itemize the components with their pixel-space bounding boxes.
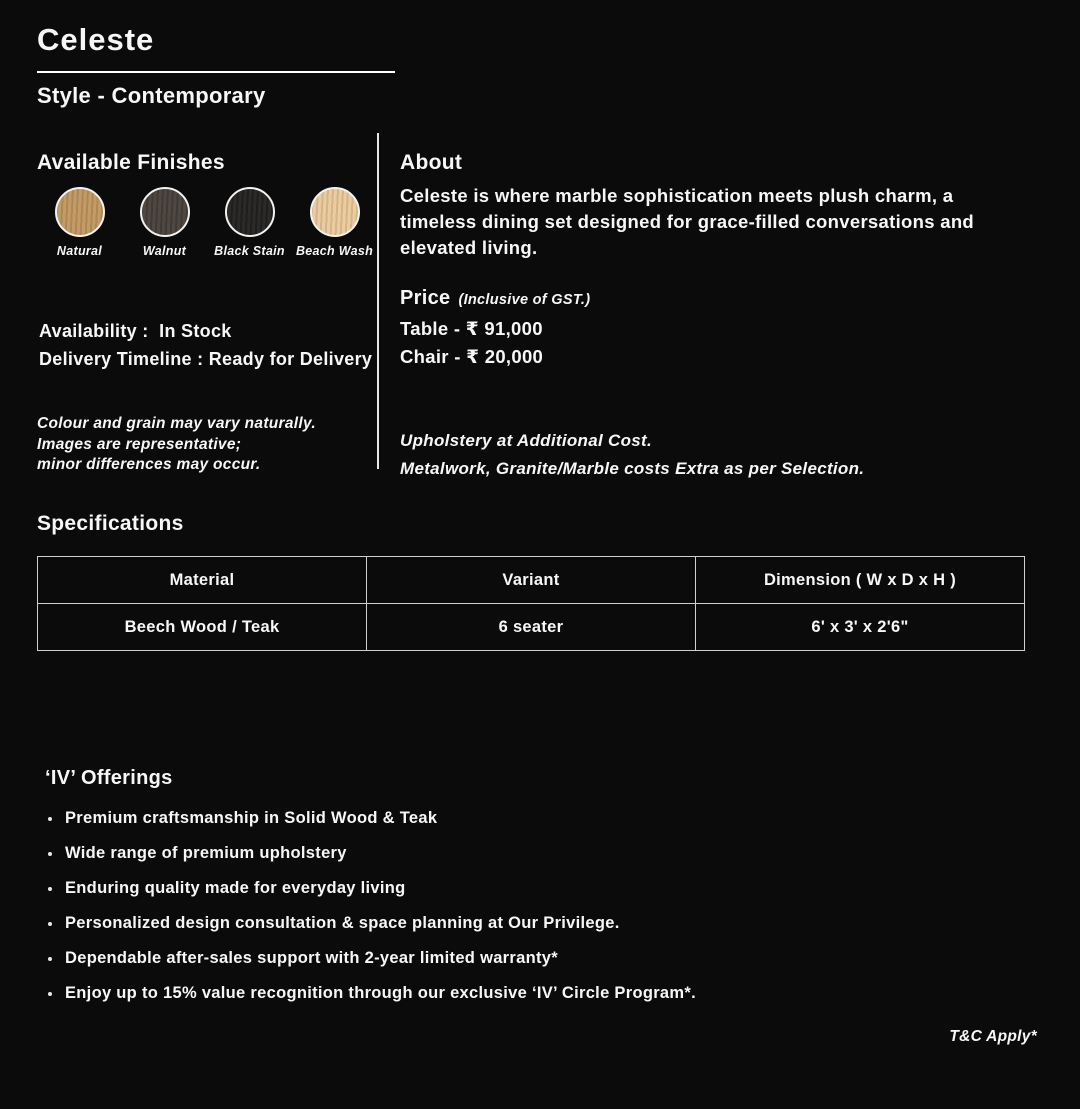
availability-block	[39, 317, 372, 373]
offering-text: Enjoy up to 15% value recognition through our exclusive ‘IV’ Circle Program*.	[65, 984, 696, 1002]
about-description: Celeste is where marble sophistication meets plush charm, a timeless dining set designed for grace-filled conversations and elevated living.	[400, 185, 975, 258]
available-finishes-heading: Available Finishes	[37, 151, 225, 174]
disclaimer-line: Colour and grain may vary naturally.	[37, 415, 316, 432]
extra-costs-note	[400, 427, 864, 483]
finish-disclaimer	[37, 414, 316, 476]
finish-swatch-walnut	[122, 187, 207, 258]
offering-text: Premium craftsmanship in Solid Wood & Teak	[65, 809, 438, 827]
tnc-note: T&C Apply*	[949, 1028, 1037, 1045]
bullet-icon	[48, 992, 52, 996]
list-item	[48, 843, 696, 864]
finish-label: Beach Wash	[295, 244, 374, 258]
specifications-heading: Specifications	[37, 512, 184, 535]
spec-variant-value: 6 seater	[367, 604, 696, 651]
list-item	[48, 808, 696, 829]
spec-dimension-value: 6' x 3' x 2'6"	[696, 604, 1025, 651]
upholstery-note: Upholstery at Additional Cost.	[400, 431, 653, 450]
offering-text: Wide range of premium upholstery	[65, 844, 347, 862]
iv-offerings-heading: ‘IV’ Offerings	[45, 767, 173, 789]
finish-label: Walnut	[142, 244, 187, 258]
disclaimer-line: minor differences may occur.	[37, 456, 261, 473]
disclaimer-line: Images are representative;	[37, 435, 242, 453]
spec-header-row	[38, 557, 1025, 604]
finish-swatch-black-stain	[207, 187, 292, 258]
spec-material-value: Beech Wood / Teak	[38, 604, 367, 651]
finish-swatch-beach-wash	[292, 187, 377, 258]
chair-price: Chair - ₹ 20,000	[400, 346, 544, 367]
list-item	[48, 878, 696, 899]
list-item	[48, 913, 696, 934]
bullet-icon	[48, 887, 52, 891]
page-title: Celeste	[37, 22, 155, 57]
price-heading-line	[400, 287, 590, 310]
spec-data-row	[38, 604, 1025, 651]
finish-label: Natural	[56, 244, 103, 258]
offering-text: Enduring quality made for everyday living	[65, 879, 406, 897]
specifications-table	[37, 556, 1025, 651]
column-divider	[377, 133, 379, 469]
finish-color-beach-wash	[310, 187, 360, 237]
finish-color-walnut	[140, 187, 190, 237]
delivery-timeline-line: Delivery Timeline : Ready for Delivery	[39, 349, 373, 369]
title-underline	[37, 71, 395, 73]
iv-offerings-list	[48, 808, 696, 1018]
list-item	[48, 983, 696, 1004]
spec-header-material: Material	[38, 557, 367, 604]
offering-text: Personalized design consultation & space planning at Our Privilege.	[65, 914, 620, 932]
bullet-icon	[48, 852, 52, 856]
finish-color-black-stain	[225, 187, 275, 237]
finish-swatch-natural	[37, 187, 122, 258]
availability-line: Availability : In Stock	[39, 321, 232, 341]
list-item	[48, 948, 696, 969]
spec-header-dimension: Dimension ( W x D x H )	[696, 557, 1025, 604]
finish-swatch-row	[37, 187, 377, 258]
bullet-icon	[48, 957, 52, 961]
bullet-icon	[48, 817, 52, 821]
table-price: Table - ₹ 91,000	[400, 318, 543, 339]
bullet-icon	[48, 922, 52, 926]
style-subtitle: Style - Contemporary	[37, 83, 266, 108]
gst-note: (Inclusive of GST.)	[458, 292, 591, 308]
price-heading: Price	[400, 287, 451, 309]
about-heading: About	[400, 151, 463, 174]
offering-text: Dependable after-sales support with 2-year limited warranty*	[65, 949, 558, 967]
finish-label: Black Stain	[214, 244, 285, 258]
finish-color-natural	[55, 187, 105, 237]
spec-header-variant: Variant	[367, 557, 696, 604]
metalwork-note: Metalwork, Granite/Marble costs Extra as per Selection.	[400, 459, 865, 478]
